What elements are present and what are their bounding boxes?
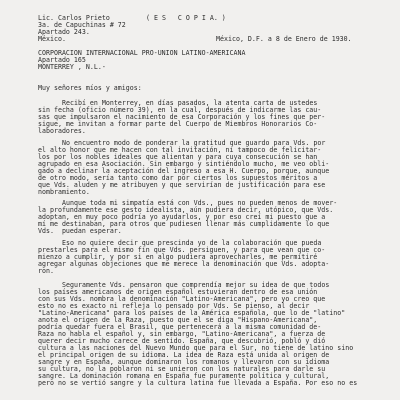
paragraph-5-line: anota el origen de la Raza, puesto que el se diga "Hispano-Americana", bbox=[38, 316, 318, 324]
paragraph-5-line: el principal origen de su idioma. La idea de Raza está unida al origen de bbox=[38, 351, 330, 359]
paragraph-4-line: prestarles para el mismo fin que Vds. persiguen, y para que vean que co- bbox=[38, 246, 326, 254]
recipient-name: CORPORACION INTERNACIONAL PRO-UNION LATINO-AMERICANA bbox=[38, 49, 246, 57]
paragraph-2-line: nombramiento. bbox=[38, 188, 90, 196]
paragraph-3-line: Aunque toda mi simpatía está con Vds., pues no pueden menos de mover- bbox=[62, 199, 338, 207]
paragraph-1-line: sigue, me invitan a formar parte del Cuerpo de Miembros Honorarios Co- bbox=[38, 120, 318, 128]
paragraph-4-line: ron. bbox=[38, 267, 54, 275]
paragraph-2-line: No encuentro modo de ponderar la gratitud que guardo para Vds. por bbox=[62, 139, 326, 147]
paragraph-5-line: Raza no habla el español y, sin embargo, "Latino-Americana", a fuerza de bbox=[38, 330, 326, 338]
paragraph-5-line: Seguramente Vds. pensaron que comprendía mejor su idea de que todos bbox=[62, 281, 330, 289]
paragraph-2-line: de otro modo, sería tanto como dar por ciertos los supuestos méritos a bbox=[38, 174, 318, 182]
paragraph-4-line: mienzo a cumplir, y por si en algo pudiera aprovecharles, me permitiré bbox=[38, 253, 318, 261]
recipient-po-box: Apartado 165 bbox=[38, 56, 86, 64]
paragraph-2-line: que Vds. aluden y me atribuyen y que servirían de justificación para ese bbox=[38, 181, 326, 189]
paragraph-2-line: gado a declinar la aceptación del ingreso a esa H. Cuerpo, porque, aunque bbox=[38, 167, 330, 175]
sender-name: Lic. Carlos Prieto bbox=[38, 14, 110, 22]
paragraph-5-line: pero no se vertió sangre y la cultura latina fue llevada a España. Por eso no es bbox=[38, 379, 358, 387]
paragraph-3-line: mí me destinaban, para otros que pudiesen llenar más cumplidamente lo que bbox=[38, 220, 330, 228]
paragraph-5-line: esto no es exacto ni refleja lo pensado por Vds. Se pienso, al decir bbox=[38, 302, 310, 310]
paragraph-5-line: "Latino-Americana" para los países de la América española, que lo de "latino" bbox=[38, 309, 346, 317]
sender-city: México. bbox=[38, 35, 66, 43]
paragraph-2-line: los por los nobles ideales que alientan y para cuya consecución se han bbox=[38, 153, 318, 161]
paragraph-5-line: con sus Vds. nombra la denominación "Latino-Americana", pero yo creo que bbox=[38, 295, 326, 303]
salutation: Muy señores míos y amigos: bbox=[38, 84, 142, 92]
paragraph-3-line: Vds. puedan esperar. bbox=[38, 227, 122, 235]
paragraph-3-line: la profundamente ese gesto idealista, aún pudiera decir, utópico, que Vds. bbox=[38, 206, 334, 214]
paragraph-2-line: el alto honor que me hacen con tal invitación, ni tampoco de felicitar- bbox=[38, 146, 322, 154]
letter-date: México, D.F. a 8 de Enero de 1930. bbox=[216, 35, 352, 43]
paragraph-5-line: sangre. La dominación romana en España fue puramente política y cultural, bbox=[38, 372, 330, 380]
paragraph-4-line: agregar algunas objeciones que me merece la denominación que Vds. adopta- bbox=[38, 260, 330, 268]
paragraph-1-line: Recibí en Monterrey, en días pasados, la atenta carta de ustedes bbox=[62, 99, 318, 107]
paragraph-2-line: agrupado en esa Asociación. Sin embargo y sintiéndolo mucho, me veo obli- bbox=[38, 160, 330, 168]
paragraph-5-line: podría quedar fuera el Brasil, que pertenecerá a la misma comunidad de- bbox=[38, 323, 322, 331]
paragraph-1-line: sas que impulsaron el nacimiento de esa Corporación y los fines que per- bbox=[38, 113, 326, 121]
paragraph-4-line: Eso no quiere decir que prescinda yo de la colaboración que pueda bbox=[62, 239, 322, 247]
paragraph-1-line: sin fecha (oficio número 39), en la cual, después de indicarme las cau- bbox=[38, 106, 322, 114]
recipient-city: MONTERREY , N.L.- bbox=[38, 63, 106, 71]
paragraph-3-line: adoptan, en muy poco podría yo ayudarlos, y por eso creí mi puesto que a bbox=[38, 213, 326, 221]
sender-po-box: Apartado 243. bbox=[38, 28, 90, 36]
copy-mark: ( E S C O P I A. ) bbox=[146, 14, 226, 22]
paragraph-1-line: laboradores. bbox=[38, 127, 86, 135]
paragraph-5-line: sangre y en España, aunque dominaron los romanos y llevaron con su idioma bbox=[38, 358, 330, 366]
paragraph-5-line: cultura a las naciones del Nuevo Mundo que para el Sur, no tiene de latino sino bbox=[38, 344, 354, 352]
paragraph-5-line: su cultura, no la poblaron ni se unieron con los naturales para darle su bbox=[38, 365, 326, 373]
sender-address: 3a. de Capuchinas # 72 bbox=[38, 21, 126, 29]
paragraph-5-line: querer decir mucho carece de sentido. España, que descubrió, pobló y dió bbox=[38, 337, 326, 345]
paragraph-5-line: los países americanos de origen español estuvieran dentro de esa unión bbox=[38, 288, 318, 296]
